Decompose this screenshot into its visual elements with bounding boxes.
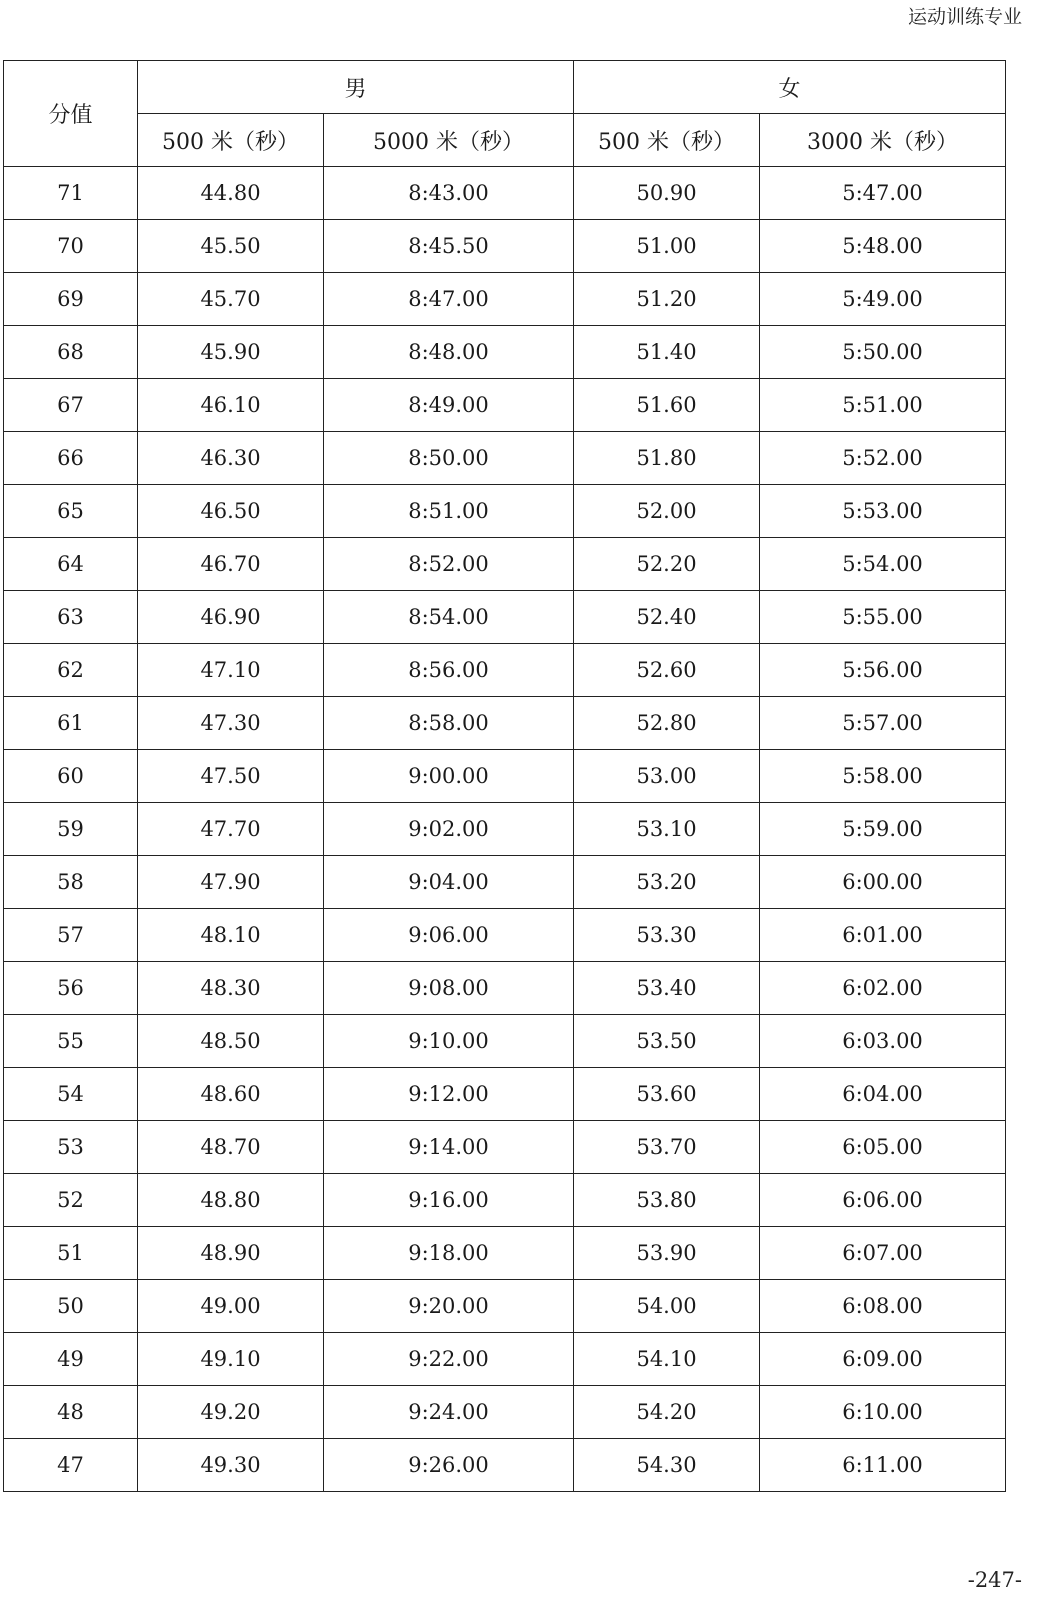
male-500m-cell: 45.70 [138, 273, 324, 326]
male-5000m-cell: 8:58.00 [324, 697, 574, 750]
male-5000m-header: 5000 米（秒） [324, 114, 574, 167]
female-500m-cell: 54.10 [574, 1333, 760, 1386]
female-3000m-cell: 5:49.00 [760, 273, 1006, 326]
male-500m-cell: 48.60 [138, 1068, 324, 1121]
male-5000m-cell: 9:24.00 [324, 1386, 574, 1439]
table-row [4, 962, 1006, 1015]
female-3000m-cell: 5:54.00 [760, 538, 1006, 591]
female-3000m-cell: 6:04.00 [760, 1068, 1006, 1121]
table-row [4, 909, 1006, 962]
female-500m-cell: 53.40 [574, 962, 760, 1015]
table-row [4, 1280, 1006, 1333]
male-5000m-cell: 9:04.00 [324, 856, 574, 909]
female-3000m-cell: 5:56.00 [760, 644, 1006, 697]
table-header-row [4, 61, 1006, 114]
male-5000m-cell: 8:54.00 [324, 591, 574, 644]
table-row [4, 220, 1006, 273]
female-3000m-cell: 5:55.00 [760, 591, 1006, 644]
female-500m-cell: 51.20 [574, 273, 760, 326]
female-500m-cell: 51.60 [574, 379, 760, 432]
male-5000m-cell: 9:20.00 [324, 1280, 574, 1333]
male-5000m-cell: 9:26.00 [324, 1439, 574, 1492]
female-3000m-cell: 5:51.00 [760, 379, 1006, 432]
male-5000m-cell: 9:22.00 [324, 1333, 574, 1386]
female-3000m-cell: 5:52.00 [760, 432, 1006, 485]
female-3000m-cell: 6:09.00 [760, 1333, 1006, 1386]
male-5000m-cell: 9:10.00 [324, 1015, 574, 1068]
page-number: -247- [967, 1568, 1022, 1592]
male-5000m-cell: 9:00.00 [324, 750, 574, 803]
male-5000m-cell: 9:16.00 [324, 1174, 574, 1227]
table-row [4, 1439, 1006, 1492]
score-cell: 57 [4, 909, 138, 962]
male-5000m-cell: 9:14.00 [324, 1121, 574, 1174]
score-cell: 59 [4, 803, 138, 856]
male-5000m-cell: 8:49.00 [324, 379, 574, 432]
male-500m-cell: 44.80 [138, 167, 324, 220]
female-3000m-cell: 6:02.00 [760, 962, 1006, 1015]
male-500m-cell: 48.80 [138, 1174, 324, 1227]
male-500m-cell: 46.30 [138, 432, 324, 485]
female-500m-cell: 53.30 [574, 909, 760, 962]
score-cell: 70 [4, 220, 138, 273]
female-3000m-cell: 6:08.00 [760, 1280, 1006, 1333]
score-cell: 48 [4, 1386, 138, 1439]
male-500m-cell: 45.90 [138, 326, 324, 379]
table-row [4, 1386, 1006, 1439]
male-500m-cell: 47.70 [138, 803, 324, 856]
female-3000m-cell: 5:50.00 [760, 326, 1006, 379]
score-cell: 47 [4, 1439, 138, 1492]
female-3000m-cell: 5:47.00 [760, 167, 1006, 220]
male-5000m-cell: 8:48.00 [324, 326, 574, 379]
male-5000m-cell: 9:06.00 [324, 909, 574, 962]
female-500m-cell: 53.00 [574, 750, 760, 803]
male-group-header: 男 [138, 61, 574, 114]
male-5000m-cell: 8:47.00 [324, 273, 574, 326]
male-5000m-cell: 8:56.00 [324, 644, 574, 697]
table-row [4, 485, 1006, 538]
male-500m-cell: 49.10 [138, 1333, 324, 1386]
female-3000m-cell: 5:48.00 [760, 220, 1006, 273]
female-3000m-cell: 6:03.00 [760, 1015, 1006, 1068]
female-3000m-cell: 6:10.00 [760, 1386, 1006, 1439]
score-cell: 69 [4, 273, 138, 326]
score-cell: 56 [4, 962, 138, 1015]
male-5000m-cell: 8:43.00 [324, 167, 574, 220]
score-column-header: 分值 [4, 61, 138, 167]
female-500m-cell: 53.20 [574, 856, 760, 909]
table-row [4, 1121, 1006, 1174]
male-500m-cell: 47.50 [138, 750, 324, 803]
female-3000m-cell: 5:57.00 [760, 697, 1006, 750]
female-500m-cell: 54.00 [574, 1280, 760, 1333]
female-500m-cell: 52.80 [574, 697, 760, 750]
male-500m-header: 500 米（秒） [138, 114, 324, 167]
male-500m-cell: 48.90 [138, 1227, 324, 1280]
male-500m-cell: 46.90 [138, 591, 324, 644]
female-500m-cell: 54.30 [574, 1439, 760, 1492]
score-cell: 66 [4, 432, 138, 485]
male-5000m-cell: 9:02.00 [324, 803, 574, 856]
male-500m-cell: 46.70 [138, 538, 324, 591]
male-500m-cell: 49.30 [138, 1439, 324, 1492]
table-row [4, 1333, 1006, 1386]
male-5000m-cell: 8:50.00 [324, 432, 574, 485]
table-row [4, 538, 1006, 591]
female-500m-cell: 53.70 [574, 1121, 760, 1174]
female-500m-cell: 51.00 [574, 220, 760, 273]
female-500m-cell: 52.40 [574, 591, 760, 644]
male-5000m-cell: 8:52.00 [324, 538, 574, 591]
table-row [4, 326, 1006, 379]
male-500m-cell: 48.10 [138, 909, 324, 962]
score-cell: 68 [4, 326, 138, 379]
male-5000m-cell: 9:12.00 [324, 1068, 574, 1121]
table-row [4, 273, 1006, 326]
table-row [4, 1068, 1006, 1121]
male-500m-cell: 46.50 [138, 485, 324, 538]
score-cell: 54 [4, 1068, 138, 1121]
female-500m-cell: 52.60 [574, 644, 760, 697]
table-row [4, 379, 1006, 432]
score-cell: 49 [4, 1333, 138, 1386]
score-cell: 63 [4, 591, 138, 644]
female-500m-cell: 50.90 [574, 167, 760, 220]
male-500m-cell: 47.90 [138, 856, 324, 909]
male-5000m-cell: 9:08.00 [324, 962, 574, 1015]
male-5000m-cell: 9:18.00 [324, 1227, 574, 1280]
female-3000m-cell: 5:59.00 [760, 803, 1006, 856]
female-3000m-cell: 6:06.00 [760, 1174, 1006, 1227]
female-3000m-cell: 6:05.00 [760, 1121, 1006, 1174]
female-3000m-cell: 6:07.00 [760, 1227, 1006, 1280]
score-cell: 50 [4, 1280, 138, 1333]
female-3000m-cell: 6:01.00 [760, 909, 1006, 962]
score-table [3, 60, 1006, 1492]
female-500m-cell: 52.20 [574, 538, 760, 591]
male-500m-cell: 47.30 [138, 697, 324, 750]
female-3000m-cell: 6:11.00 [760, 1439, 1006, 1492]
table-subheader-row [4, 114, 1006, 167]
score-cell: 64 [4, 538, 138, 591]
female-500m-header: 500 米（秒） [574, 114, 760, 167]
female-500m-cell: 52.00 [574, 485, 760, 538]
table-row [4, 432, 1006, 485]
table-row [4, 591, 1006, 644]
female-500m-cell: 54.20 [574, 1386, 760, 1439]
table-row [4, 644, 1006, 697]
male-500m-cell: 48.50 [138, 1015, 324, 1068]
score-cell: 55 [4, 1015, 138, 1068]
female-3000m-cell: 6:00.00 [760, 856, 1006, 909]
table-row [4, 697, 1006, 750]
female-3000m-cell: 5:53.00 [760, 485, 1006, 538]
female-500m-cell: 53.50 [574, 1015, 760, 1068]
score-cell: 53 [4, 1121, 138, 1174]
table-row [4, 1174, 1006, 1227]
female-3000m-cell: 5:58.00 [760, 750, 1006, 803]
table-row [4, 167, 1006, 220]
table-row [4, 750, 1006, 803]
female-500m-cell: 53.80 [574, 1174, 760, 1227]
male-500m-cell: 48.70 [138, 1121, 324, 1174]
table-row [4, 856, 1006, 909]
male-500m-cell: 49.20 [138, 1386, 324, 1439]
female-500m-cell: 53.90 [574, 1227, 760, 1280]
score-cell: 61 [4, 697, 138, 750]
score-cell: 67 [4, 379, 138, 432]
table-body [4, 167, 1006, 1492]
male-500m-cell: 48.30 [138, 962, 324, 1015]
female-500m-cell: 53.10 [574, 803, 760, 856]
table-row [4, 1015, 1006, 1068]
female-500m-cell: 53.60 [574, 1068, 760, 1121]
female-500m-cell: 51.80 [574, 432, 760, 485]
score-cell: 71 [4, 167, 138, 220]
score-cell: 65 [4, 485, 138, 538]
male-500m-cell: 49.00 [138, 1280, 324, 1333]
score-cell: 62 [4, 644, 138, 697]
male-5000m-cell: 8:51.00 [324, 485, 574, 538]
section-title: 运动训练专业 [907, 6, 1022, 28]
score-cell: 58 [4, 856, 138, 909]
female-3000m-header: 3000 米（秒） [760, 114, 1006, 167]
score-cell: 51 [4, 1227, 138, 1280]
score-cell: 52 [4, 1174, 138, 1227]
table-row [4, 1227, 1006, 1280]
male-5000m-cell: 8:45.50 [324, 220, 574, 273]
male-500m-cell: 46.10 [138, 379, 324, 432]
female-group-header: 女 [574, 61, 1006, 114]
male-500m-cell: 47.10 [138, 644, 324, 697]
female-500m-cell: 51.40 [574, 326, 760, 379]
score-cell: 60 [4, 750, 138, 803]
male-500m-cell: 45.50 [138, 220, 324, 273]
table-row [4, 803, 1006, 856]
